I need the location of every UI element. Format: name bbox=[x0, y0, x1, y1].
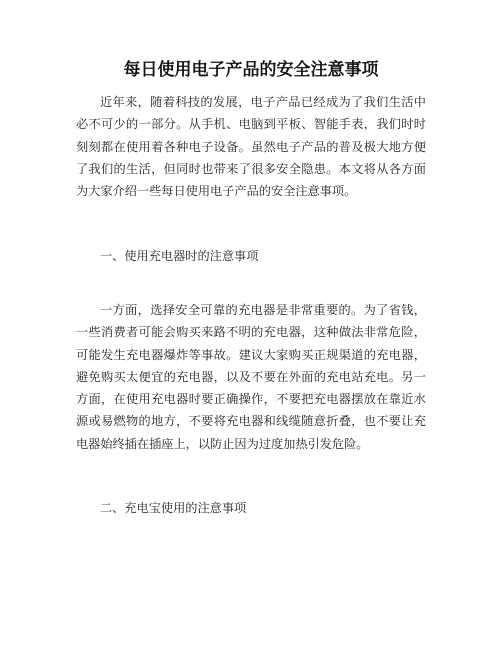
intro-paragraph: 近年来，随着科技的发展，电子产品已经成为了我们生活中必不可少的一部分。从手机、电脑到平板、智能手表，我们时时刻刻都在使用着各种电子设备。虽然电子产品的普及极大地方便了我们的生活，但同时也带来了很多安全隐患。本文将从各方面为大家介绍一些每日使用电子产品的安全注意事项。 bbox=[76, 95, 426, 199]
section-heading-power-bank: 二、充电宝使用的注意事项 bbox=[100, 501, 247, 515]
section-heading-charger: 一、使用充电器时的注意事项 bbox=[100, 249, 259, 263]
document-title: 每日使用电子产品的安全注意事项 bbox=[123, 60, 379, 80]
section-body-charger: 一方面，选择安全可靠的充电器是非常重要的。为了省钱，一些消费者可能会购买来路不明的充电器，这种做法非常危险，可能发生充电器爆炸等事故。建议大家购买正规渠道的充电器，避免购买太便宜的充电器，以及不要在外面的充电站充电。另一方面，在使用充电器时要正确操作，不要把充电器摆放在靠近水源或易燃物的地方，不要将充电器和线缆随意折叠，也不要让充电器始终插在插座上，以防止因为过度加热引发危险。 bbox=[76, 303, 426, 451]
